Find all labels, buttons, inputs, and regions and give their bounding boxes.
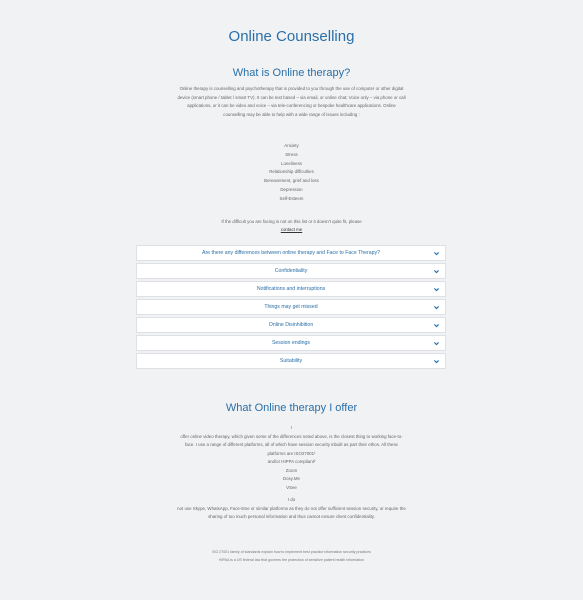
chevron-down-icon bbox=[433, 268, 440, 275]
platform-item: VSee bbox=[286, 484, 297, 490]
offer-marker: I bbox=[290, 425, 293, 430]
offer-line: platforms are ISO27001¹ bbox=[267, 450, 316, 456]
accordion-item-confidentiality[interactable] bbox=[136, 263, 446, 279]
what-is-paragraph bbox=[150, 85, 433, 119]
list-item: Relationship difficulties bbox=[269, 169, 314, 175]
accordion-item-disinhibition[interactable] bbox=[136, 317, 446, 333]
paragraph-line: counselling may be able to help with a wide range of issues including : bbox=[223, 111, 360, 117]
accordion-item-differences[interactable] bbox=[136, 245, 446, 261]
accordion-label: Are there any differences between online therapy and Face to Face Therapy? bbox=[201, 250, 381, 256]
list-item: Bereavement, grief and loss bbox=[264, 178, 319, 184]
contact-me-link[interactable]: contact me bbox=[280, 227, 303, 232]
page-title: Online Counselling bbox=[228, 28, 355, 45]
chevron-down-icon bbox=[433, 340, 440, 347]
paragraph-line: Online therapy is counselling and psychotherapy that is provided to you through the use of computer or other digital bbox=[179, 86, 404, 91]
offer-line: and/or HIPPA compliant² bbox=[267, 459, 316, 464]
list-item: Anxiety bbox=[284, 143, 299, 148]
chevron-down-icon bbox=[433, 322, 440, 329]
offer-marker: I do bbox=[287, 497, 296, 502]
accordion-label: Suitability bbox=[279, 358, 303, 364]
chevron-down-icon bbox=[433, 250, 440, 257]
list-item: Self-Esteem bbox=[279, 195, 304, 201]
issues-list bbox=[0, 142, 583, 204]
accordion-label: Notifications and interruptions bbox=[256, 286, 326, 292]
footnotes bbox=[0, 548, 583, 564]
chevron-down-icon bbox=[433, 358, 440, 365]
paragraph-line: applications, or it can be video and voice – via tele-conferencing or bespoke healthcare applications. Online bbox=[187, 103, 396, 109]
what-is-heading: What is Online therapy? bbox=[232, 67, 351, 79]
accordion-label: Things may get missed bbox=[264, 304, 318, 310]
footnote: ISO 27001 family of standards explain how to implement best practice information security practices bbox=[212, 550, 371, 554]
platform-item: Doxy.Me bbox=[283, 476, 300, 481]
chevron-down-icon bbox=[433, 304, 440, 311]
contact-text: If the difficult you are facing is not on this list or it doesn't quite fit, please bbox=[221, 219, 362, 224]
list-item: Depression bbox=[280, 186, 303, 192]
offer-heading: What Online therapy I offer bbox=[225, 402, 358, 414]
offer-line: offer online video therapy, which given some of the differences noted above, is the closest thing to working face-to- bbox=[180, 433, 403, 439]
offer-line: face. I use a range of different platforms, all of which have session security inbuilt as part their ethos. All these bbox=[185, 442, 398, 447]
paragraph-line: device (smart phone / tablet / smart TV). It can be text based – via email, or online chat; Voice only – via phone or call bbox=[177, 94, 406, 100]
not-use-line: sharing of too much personal information and thus cannot ensure client confidentiality. bbox=[208, 514, 375, 519]
accordion-item-session-endings[interactable] bbox=[136, 335, 446, 351]
accordion-item-suitability[interactable] bbox=[136, 353, 446, 369]
faq-accordion bbox=[136, 245, 446, 371]
accordion-label: Confidentiality bbox=[274, 268, 308, 274]
accordion-label: Session endings bbox=[271, 340, 311, 346]
list-item: Loneliness bbox=[281, 160, 302, 166]
accordion-label: Online Disinhibition bbox=[268, 322, 314, 328]
accordion-item-things-missed[interactable] bbox=[136, 299, 446, 315]
chevron-down-icon bbox=[433, 286, 440, 293]
platform-item: Zoom bbox=[285, 467, 298, 473]
footnote: HIPAA is a US federal law that governs the protection of sensitive patient health information bbox=[218, 558, 365, 562]
list-item: Stress bbox=[285, 151, 298, 157]
accordion-item-notifications[interactable] bbox=[136, 281, 446, 297]
not-use-line: not use Skype, WhatsApp, Face-time or similar platforms as they do not offer sufficient session security, or require the bbox=[177, 505, 406, 511]
offer-section bbox=[0, 424, 583, 522]
contact-line bbox=[0, 218, 583, 234]
